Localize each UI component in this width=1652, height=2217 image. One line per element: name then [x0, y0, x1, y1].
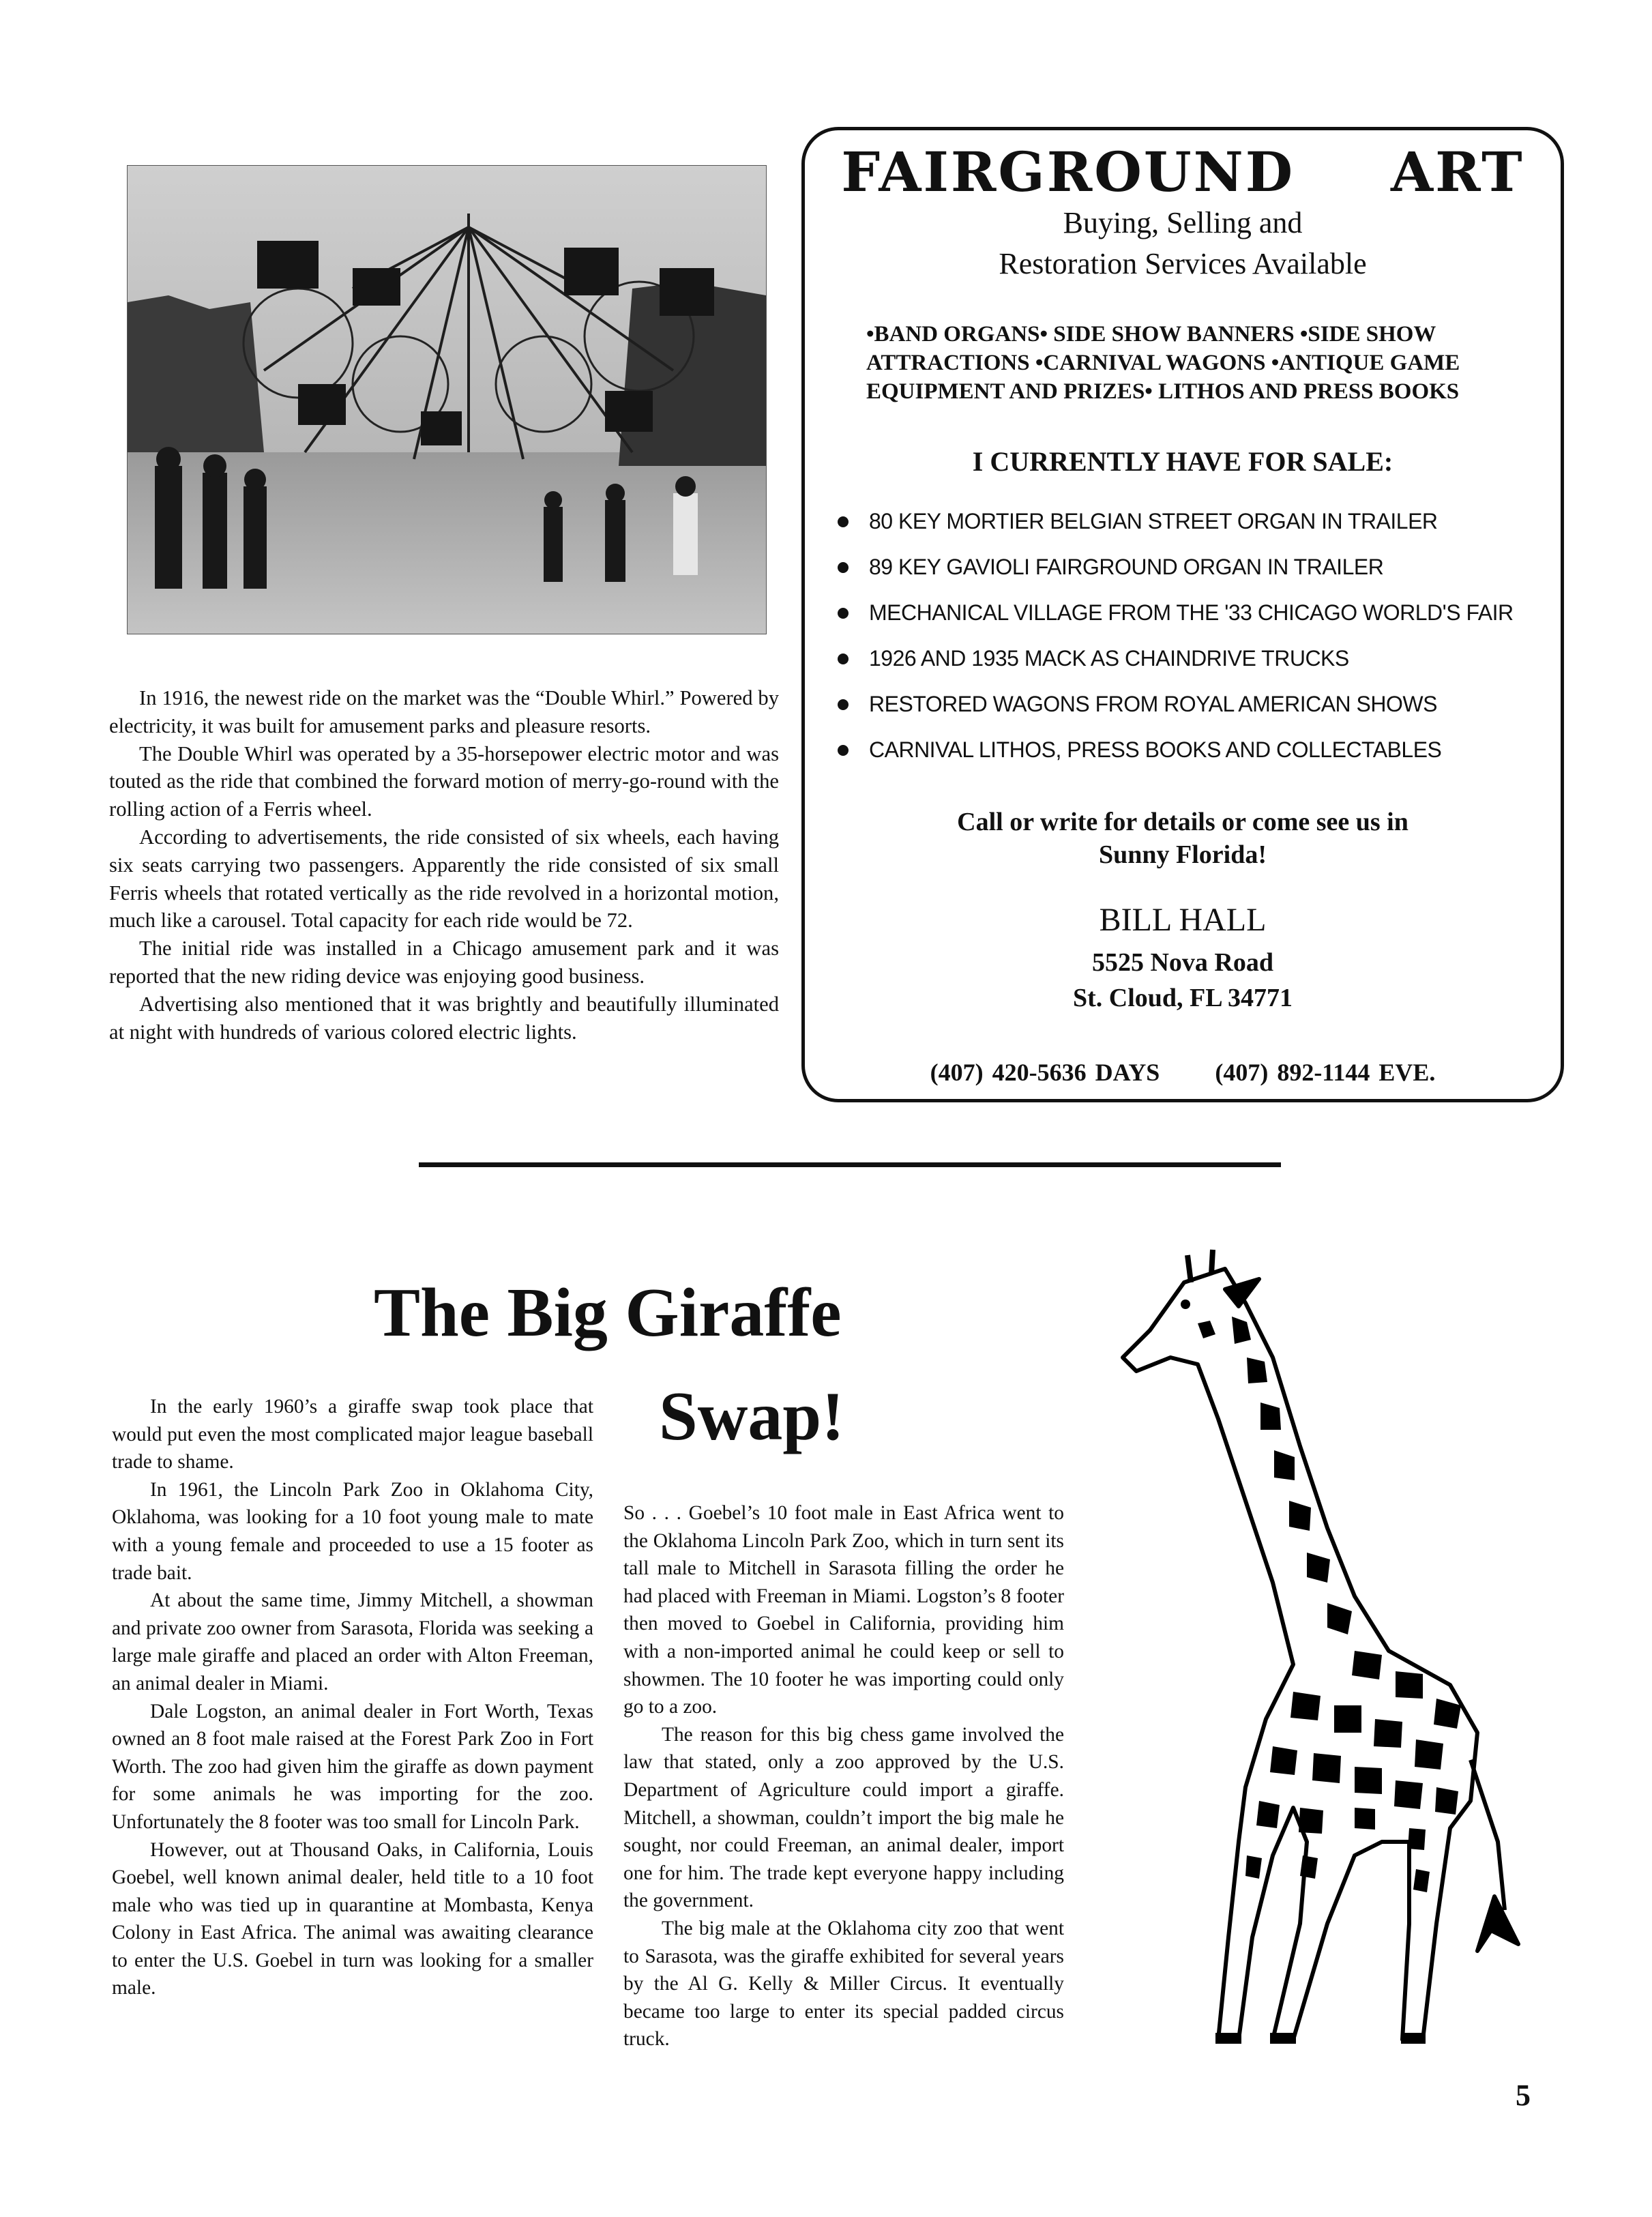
article-paragraph: In the early 1960’s a giraffe swap took place that would put even the most complicated major league baseball trade to shame.	[112, 1396, 593, 1473]
bullet-icon	[838, 562, 849, 573]
ad-sale-heading: I CURRENTLY HAVE FOR SALE:	[972, 446, 1393, 477]
double-whirl-article	[109, 684, 779, 1046]
ad-subtitle-line: Restoration Services Available	[999, 247, 1367, 280]
article-paragraph: Dale Logston, an animal dealer in Fort Worth, Texas owned an 8 foot male raised at the Forest Park Zoo in Fort Worth. The zoo had given him the giraffe as down payment for some animals he was importing for the zoo. Unfortunately the 8 footer was too small for Lincoln Park.	[112, 1700, 593, 1833]
ad-address	[805, 945, 1561, 1016]
ad-subtitle-line: Buying, Selling and	[1063, 206, 1303, 239]
double-whirl-photo	[127, 165, 767, 634]
article-paragraph: In 1916, the newest ride on the market was the “Double Whirl.” Powered by electricity, it was built for amusement parks and pleasure resorts.	[109, 686, 779, 737]
ad-categories: •BAND ORGANS• SIDE SHOW BANNERS •SIDE SHOW ATTRACTIONS •CARNIVAL WAGONS •ANTIQUE GAME EQUIPMENT AND PRIZES• LITHOS AND PRESS BOOKS	[866, 322, 1460, 404]
list-item-text: CARNIVAL LITHOS, PRESS BOOKS AND COLLECTABLES	[869, 737, 1442, 762]
ad-call-line: Sunny Florida!	[1098, 840, 1267, 869]
list-item	[838, 544, 1561, 590]
ad-subtitle	[805, 203, 1561, 284]
photo-illustration	[128, 166, 766, 634]
list-item	[838, 727, 1561, 773]
headline-line-2: Swap!	[659, 1378, 845, 1455]
giraffe-illustration	[1068, 1242, 1546, 2060]
ad-title: FAIRGROUND ART	[841, 140, 1524, 204]
page-number: 5	[1516, 2079, 1531, 2112]
ad-phones	[805, 1058, 1561, 1087]
list-item	[838, 590, 1561, 636]
ad-address-line: 5525 Nova Road	[1091, 948, 1274, 977]
ad-call-to-action	[805, 806, 1561, 871]
ad-sale-list	[838, 499, 1561, 773]
article-paragraph: The initial ride was installed in a Chicago amusement park and it was reported that the new riding device was enjoying good business.	[109, 937, 779, 988]
giraffe-icon	[1068, 1242, 1546, 2060]
article-paragraph: However, out at Thousand Oaks, in California, Louis Goebel, well known animal dealer, held title to a 10 foot male who was tied up in quarantine at Mombasta, Kenya Colony in East Africa. The animal was awaiting clearance to enter the U.S. Goebel in turn was looking for a smaller male.	[112, 1838, 593, 1999]
giraffe-article-left-column	[112, 1393, 593, 2002]
section-divider	[419, 1162, 1281, 1167]
giraffe-article-right-column	[623, 1499, 1064, 2053]
phone-days: (407) 420-5636 DAYS	[930, 1059, 1160, 1086]
list-item-text: MECHANICAL VILLAGE FROM THE '33 CHICAGO WORLD'S FAIR	[869, 600, 1514, 625]
fairground-art-ad	[801, 127, 1564, 1102]
article-paragraph: At about the same time, Jimmy Mitchell, a showman and private zoo owner from Sarasota, Florida was seeking a large male giraffe and placed an order with Alton Freeman, an animal dealer in Miami.	[112, 1589, 593, 1694]
list-item-text: 89 KEY GAVIOLI FAIRGROUND ORGAN IN TRAILER	[869, 555, 1384, 579]
bullet-icon	[838, 745, 849, 756]
bullet-icon	[838, 654, 849, 664]
headline-line-1: The Big Giraffe	[374, 1274, 842, 1351]
ad-call-line: Call or write for details or come see us in	[957, 808, 1408, 836]
list-item	[838, 681, 1561, 727]
phone-evening: (407) 892-1144 EVE.	[1215, 1059, 1436, 1086]
list-item	[838, 636, 1561, 681]
article-paragraph: Advertising also mentioned that it was brightly and beautifully illuminated at night with hundreds of various colored electric lights.	[109, 992, 779, 1044]
ad-address-line: St. Cloud, FL 34771	[1072, 984, 1293, 1012]
list-item-text: RESTORED WAGONS FROM ROYAL AMERICAN SHOWS	[869, 692, 1437, 716]
article-paragraph: The Double Whirl was operated by a 35-horsepower electric motor and was touted as the ride that combined the forward motion of merry-go-round with the rolling action of a Ferris wheel.	[109, 742, 779, 821]
article-paragraph: According to advertisements, the ride consisted of six wheels, each having six seats carrying two passengers. Apparently the ride consisted of six small Ferris wheels that rotated vertically as the ride revolved in a horizontal motion, much like a carousel. Total capacity for each ride would be 72.	[109, 825, 779, 933]
article-paragraph: So . . . Goebel’s 10 foot male in East Africa went to the Oklahoma Lincoln Park Zoo, which in turn sent its tall male to Mitchell in Sarasota filling the order he had placed with Freeman in Miami. Logston’s 8 footer then moved to Goebel in California, providing him with a non-imported animal he could keep or sell to showmen. The 10 footer he was importing could only go to a zoo.	[623, 1502, 1064, 1718]
article-paragraph: The big male at the Oklahoma city zoo that went to Sarasota, was the giraffe exhibited for several years by the Al G. Kelly & Miller Circus. It eventually became too large to enter its special padded circus truck.	[623, 1917, 1064, 2051]
list-item	[838, 499, 1561, 544]
article-paragraph: The reason for this big chess game involved the law that stated, only a zoo approved by the U.S. Department of Agriculture could import a giraffe. Mitchell, a showman, couldn’t import the big male he sought, nor could Freeman, an animal dealer, import one for him. The trade kept everyone happy including the government.	[623, 1723, 1064, 1912]
bullet-icon	[838, 699, 849, 710]
article-paragraph: In 1961, the Lincoln Park Zoo in Oklahoma City, Oklahoma, was looking for a 10 foot young male to mate with a young female and proceeded to use a 15 footer as trade bait.	[112, 1478, 593, 1584]
list-item-text: 80 KEY MORTIER BELGIAN STREET ORGAN IN TRAILER	[869, 509, 1438, 533]
list-item-text: 1926 AND 1935 MACK AS CHAINDRIVE TRUCKS	[869, 646, 1349, 671]
bullet-icon	[838, 516, 849, 527]
bullet-icon	[838, 608, 849, 619]
ad-contact-name: BILL HALL	[1099, 902, 1267, 938]
